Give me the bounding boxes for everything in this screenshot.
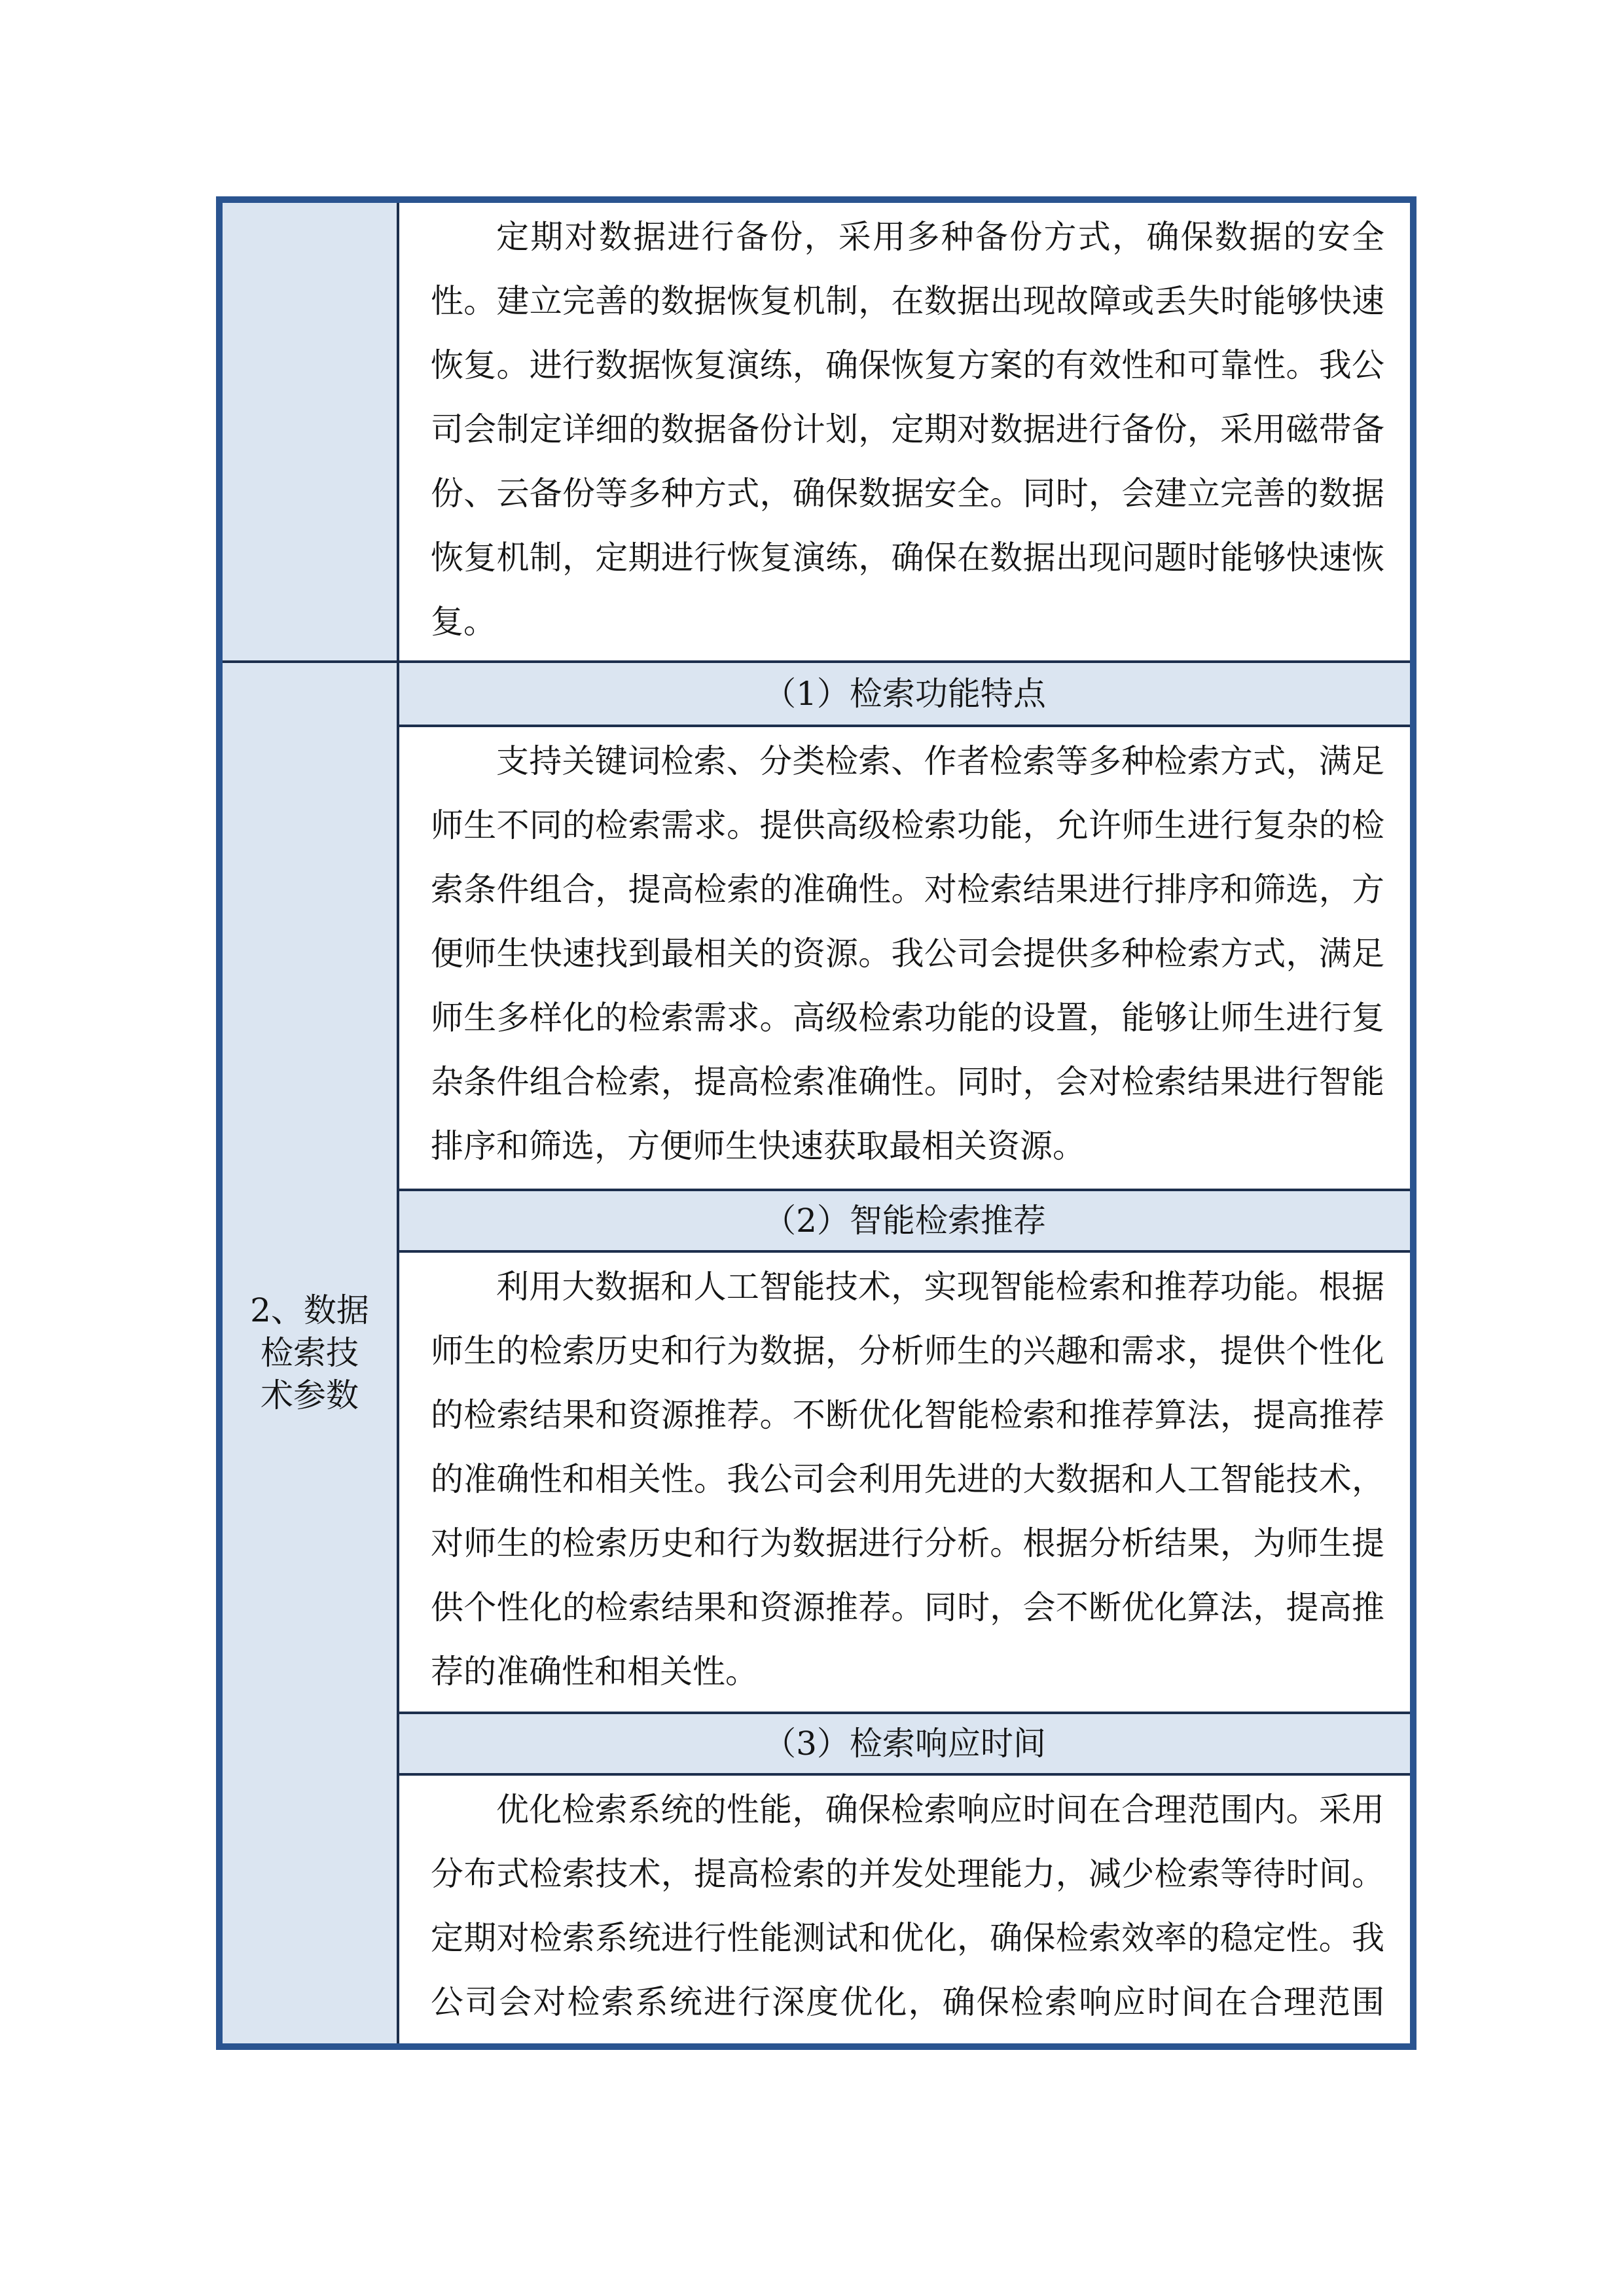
backup-paragraph: 定期对数据进行备份，采用多种备份方式，确保数据的安全性。建立完善的数据恢复机制，在数据出现故障或丢失时能够快速恢复。进行数据恢复演练，确保恢复方案的有效性和可靠性。我公司会制定详细的数据备份计划，定期对数据进行备份，采用磁带备份、云备份等多种方式，确保数据安全。同时，会建立完善的数据恢复机制，定期进行恢复演练，确保在数据出现问题时能够快速恢复。	[399, 203, 1410, 660]
spec-table	[216, 196, 1416, 2050]
row-label: 2、数据检索技术参数	[250, 1291, 369, 1414]
row-label-cell-empty	[223, 203, 399, 660]
section-heading: （1）检索功能特点	[399, 663, 1410, 727]
table-row-backup	[223, 203, 1410, 663]
row-label-cell-retrieval	[223, 663, 399, 2043]
section-heading: （3）检索响应时间	[399, 1714, 1410, 1776]
section-paragraph: 优化检索系统的性能，确保检索响应时间在合理范围内。采用分布式检索技术，提高检索的并发处理能力，减少检索等待时间。定期对检索系统进行性能测试和优化，确保检索效率的稳定性。我公司会对检索系统进行深度优化，确保检索响应时间在合理范围	[399, 1776, 1410, 2043]
section-paragraph: 支持关键词检索、分类检索、作者检索等多种检索方式，满足师生不同的检索需求。提供高级检索功能，允许师生进行复杂的检索条件组合，提高检索的准确性。对检索结果进行排序和筛选，方便师生快速找到最相关的资源。我公司会提供多种检索方式，满足师生多样化的检索需求。高级检索功能的设置，能够让师生进行复杂条件组合检索，提高检索准确性。同时，会对检索结果进行智能排序和筛选，方便师生快速获取最相关资源。	[399, 727, 1410, 1191]
row-content-cell	[399, 203, 1410, 660]
table-row-retrieval	[223, 663, 1410, 2043]
section-paragraph: 利用大数据和人工智能技术，实现智能检索和推荐功能。根据师生的检索历史和行为数据，分析师生的兴趣和需求，提供个性化的检索结果和资源推荐。不断优化智能检索和推荐算法，提高推荐的准确性和相关性。我公司会利用先进的大数据和人工智能技术，对师生的检索历史和行为数据进行分析。根据分析结果，为师生提供个性化的检索结果和资源推荐。同时，会不断优化算法，提高推荐的准确性和相关性。	[399, 1253, 1410, 1714]
section-heading: （2）智能检索推荐	[399, 1191, 1410, 1253]
row-content-cell	[399, 663, 1410, 2043]
